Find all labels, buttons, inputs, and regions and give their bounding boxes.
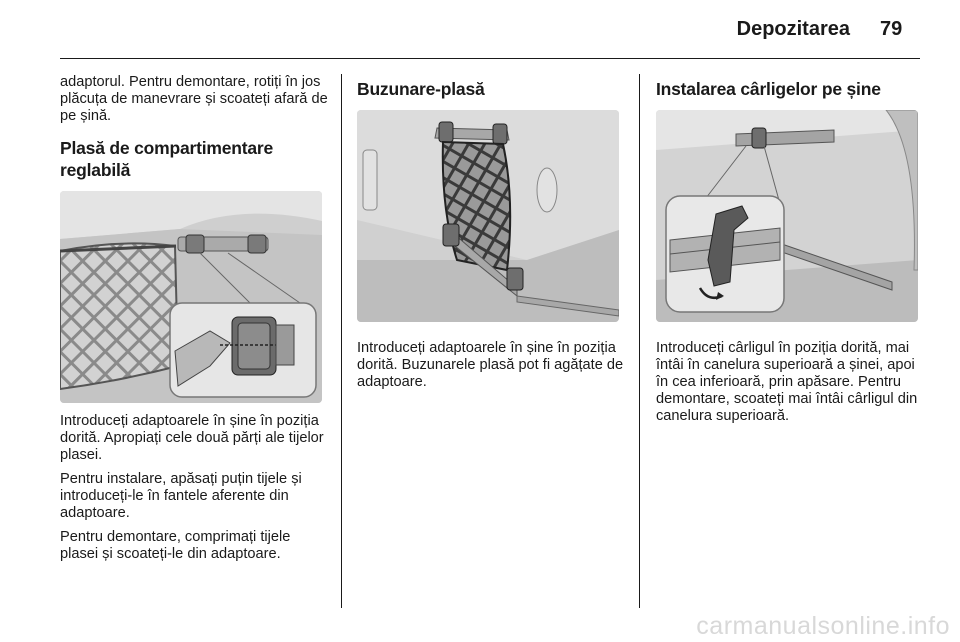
net-pocket-illustration <box>357 110 619 322</box>
column-divider-2 <box>639 74 640 608</box>
header-divider <box>60 58 920 59</box>
rail-hook-illustration <box>656 110 918 322</box>
net-adapter-illustration <box>60 191 322 403</box>
hook-paragraph-1: Introduceți cârligul în poziția dorită, mai întâi în canelura superioară a șinei, apoi în cea inferioară, prin apăsare. Pentru demontare, scoateți mai întâi cârligul din canelura superioară. <box>656 340 918 424</box>
watermark: carmanualsonline.info <box>696 612 950 640</box>
intro-paragraph: adaptorul. Pentru demontare, rotiți în jos plăcuța de manevrare și scoateți afară de pe șină. <box>60 74 328 124</box>
net-paragraph-2: Pentru instalare, apăsați puțin tijele și introduceți-le în fantele aferente din adaptoare. <box>60 471 302 521</box>
page-number: 79 <box>880 18 903 40</box>
net-section-heading: Plasă de compartimentare reglabilă <box>60 138 274 180</box>
column-1 <box>60 74 328 570</box>
column-divider-1 <box>341 74 342 608</box>
net-paragraph-1: Introduceți adaptoarele în șine în poziția dorită. Apropiați cele două părți ale tijelor plasei. <box>60 413 324 463</box>
column-2 <box>357 74 625 398</box>
hook-section-heading: Instalarea cârligelor pe șine <box>656 79 881 99</box>
net-paragraph-3: Pentru demontare, comprimați tijele plasei și scoateți-le din adaptoare. <box>60 529 291 562</box>
pocket-section-heading: Buzunare-plasă <box>357 79 485 99</box>
column-3 <box>656 74 924 432</box>
pocket-paragraph-1: Introduceți adaptoarele în șine în poziția dorită. Buzunarele plasă pot fi agățate de adaptoare. <box>357 340 624 390</box>
section-title: Depozitarea <box>736 18 850 40</box>
